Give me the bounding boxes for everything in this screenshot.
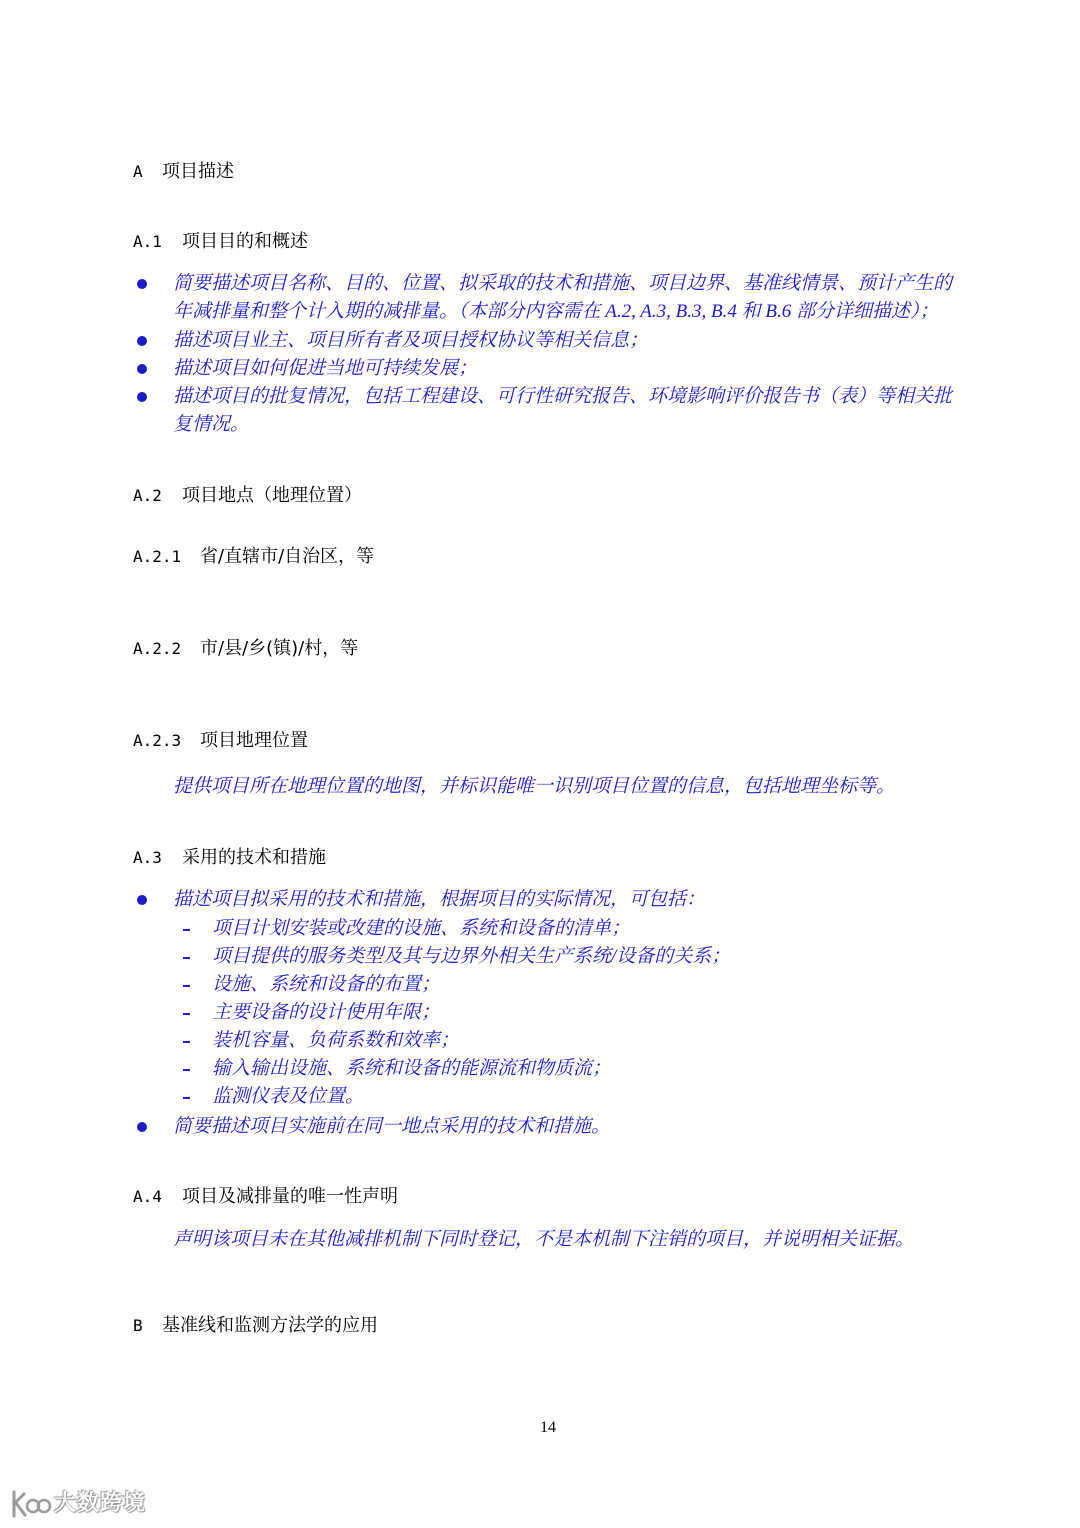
heading-title: 项目描述 [162, 161, 234, 182]
heading-title: 项目地点（地理位置） [182, 485, 362, 506]
page-number: 14 [540, 1419, 556, 1436]
dash-marker-icon [183, 985, 190, 987]
heading-a [133, 158, 1033, 186]
guidance-bullet-line: 描述项目的批复情况，包括工程建设、可行性研究报告、环境影响评价报告书（表）等相关批 [173, 386, 953, 407]
heading-label: A.2.2 [133, 639, 182, 658]
guidance-subitem: 项目提供的服务类型及其与边界外相关生产系统/设备的关系； [212, 946, 731, 967]
guidance-subitem: 主要设备的设计使用年限； [212, 1002, 441, 1023]
dash-marker-icon [183, 1097, 190, 1099]
guidance-subitem: 输入输出设施、系统和设备的能源流和物质流； [212, 1058, 612, 1079]
guidance-subitem: 设施、系统和设备的布置； [212, 974, 441, 995]
heading-a1 [133, 228, 1033, 256]
watermark [8, 1486, 158, 1522]
watermark-text: 大数跨境 [54, 1491, 147, 1516]
bullet-dot-icon [137, 1122, 147, 1132]
bullet-dot-icon [137, 336, 147, 346]
dash-marker-icon [183, 1013, 190, 1015]
guidance-bullet-line: 描述项目拟采用的技术和措施，根据项目的实际情况，可包括： [173, 889, 706, 910]
heading-title: 项目地理位置 [200, 730, 308, 751]
guidance-subitem: 监测仪表及位置。 [212, 1086, 365, 1107]
watermark-logo-icon [8, 1488, 52, 1520]
heading-label: B [133, 1316, 143, 1335]
heading-label: A.3 [133, 848, 162, 867]
bullet-dot-icon [137, 895, 147, 905]
heading-title: 采用的技术和措施 [182, 847, 326, 868]
heading-label: A.2.1 [133, 547, 182, 566]
bullet-dot-icon [137, 279, 147, 289]
heading-title: 市/县/乡(镇)/村，等 [200, 638, 359, 659]
heading-a22 [133, 635, 1033, 663]
dash-marker-icon [183, 1041, 190, 1043]
guidance-subitem: 项目计划安装或改建的设施、系统和设备的清单； [212, 918, 631, 939]
bullet-dot-icon [137, 392, 147, 402]
guidance-paragraph: 声明该项目未在其他减排机制下同时登记，不是本机制下注销的项目，并说明相关证据。 [173, 1229, 915, 1250]
heading-label: A.2 [133, 486, 162, 505]
dash-marker-icon [183, 957, 190, 959]
bullet-dot-icon [137, 364, 147, 374]
heading-a21 [133, 543, 1033, 571]
heading-a3 [133, 844, 1033, 872]
heading-label: A.1 [133, 232, 162, 251]
dash-marker-icon [183, 1069, 190, 1071]
guidance-bullet-line: 年减排量和整个计入期的减排量。（本部分内容需在 A.2, A.3, B.3, B.4 和 B.6 部分详细描述）； [173, 301, 939, 322]
heading-label: A.4 [133, 1187, 162, 1206]
heading-a4 [133, 1183, 1033, 1211]
guidance-bullet-line: 简要描述项目实施前在同一地点采用的技术和措施。 [173, 1116, 611, 1137]
heading-title: 省/直辖市/自治区，等 [200, 546, 375, 567]
guidance-paragraph: 提供项目所在地理位置的地图，并标识能唯一识别项目位置的信息，包括地理坐标等。 [173, 776, 896, 797]
guidance-subitem: 装机容量、负荷系数和效率； [212, 1030, 460, 1051]
heading-title: 项目及减排量的唯一性声明 [182, 1186, 398, 1207]
guidance-bullet-line: 复情况。 [173, 414, 250, 435]
heading-a2 [133, 482, 1033, 510]
dash-marker-icon [183, 929, 190, 931]
guidance-bullet-line: 描述项目如何促进当地可持续发展； [173, 358, 478, 379]
heading-title: 基准线和监测方法学的应用 [162, 1315, 378, 1336]
heading-label: A.2.3 [133, 731, 182, 750]
heading-a23 [133, 727, 1033, 755]
heading-b [133, 1312, 1033, 1340]
guidance-bullet-line: 描述项目业主、项目所有者及项目授权协议等相关信息； [173, 330, 649, 351]
heading-title: 项目目的和概述 [182, 231, 308, 252]
heading-label: A [133, 162, 143, 181]
guidance-bullet-line: 简要描述项目名称、目的、位置、拟采取的技术和措施、项目边界、基准线情景、预计产生的 [173, 273, 953, 294]
